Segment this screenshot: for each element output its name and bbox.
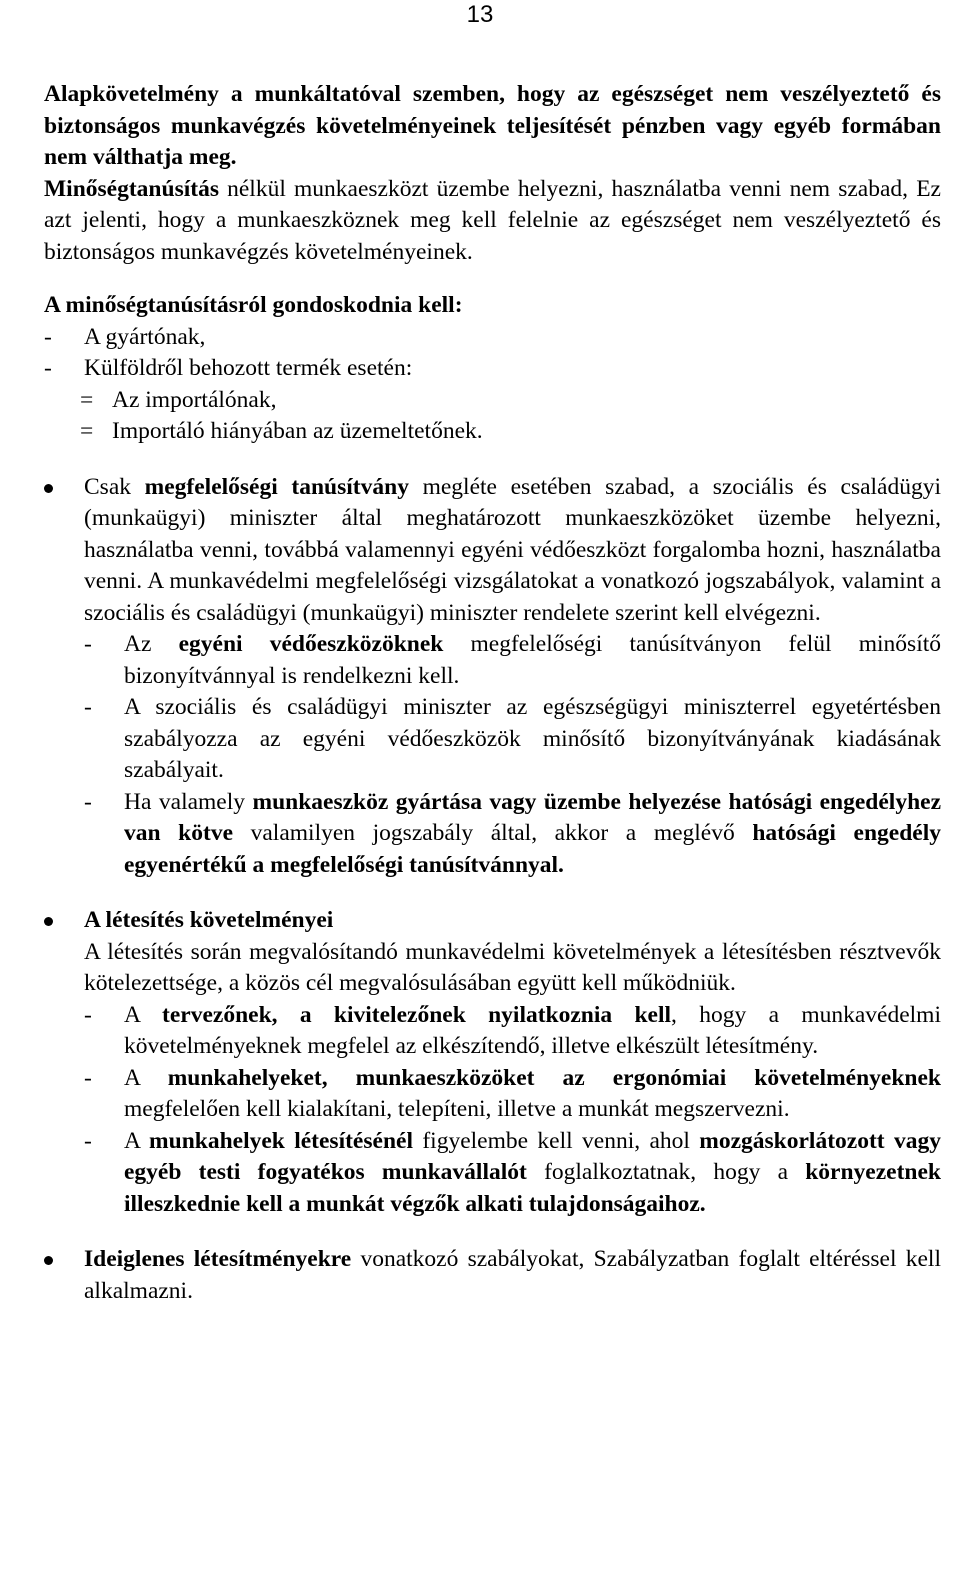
text-run: vonatkozó szabályokat, Szabályzatban foglalt eltéréssel kell alkalmazni. <box>84 1246 941 1304</box>
text-run: megfelelően kell kialakítani, telepíteni, illetve a munkát megszervezni. <box>124 1096 790 1122</box>
conformity-paragraph <box>84 472 941 630</box>
bullet-section-temporary <box>44 1244 941 1307</box>
text-run: , hogy a munkavédelmi követelményeknek megfelel az elkészítendő, illetve elkészült létesítmény. <box>124 1001 941 1059</box>
dash-marker: - <box>44 323 52 350</box>
sub-list-item-text: Importáló hiányában az üzemeltetőnek. <box>112 418 483 444</box>
text-run: Az <box>124 631 179 657</box>
text-run: A <box>124 1064 168 1091</box>
establishment-intro: A létesítés során megvalósítandó munkavédelmi követelmények a létesítésben résztvevők kötelezettsége, a közös cél megvalósulásában együtt kell működniük. <box>84 938 941 996</box>
text-run: megfelelőségi tanúsítványon felül minősítő bizonyítvánnyal is rendelkezni kell. <box>124 631 942 689</box>
text-run: foglalkoztatnak, hogy a <box>526 1159 806 1185</box>
bold-term: Ideiglenes létesítményekre <box>84 1246 352 1272</box>
list-item <box>84 1000 941 1063</box>
list-item-text: Külföldről behozott termék esetén: <box>84 355 413 381</box>
text-run: Ha valamely <box>124 788 253 815</box>
text-run: megléte esetében szabad, a szociális és családügyi (munkaügyi) miniszter által meghatározott munkaeszközöket üzembe helyezni, használatba venni, továbbá valamennyi egyéni védőeszközt forgalomba hozni, használatba venni. A munkavédelmi megfelelőségi vizsgálatokat a vonatkozó jogszabályok, valamint a szociális és családügyi (munkaügyi) miniszter rendelete szerint kell elvégezni. <box>84 473 942 626</box>
bullet-section-establishment <box>44 905 941 1220</box>
text-run: valamilyen jogszabály által, akkor a meglévő <box>233 820 753 846</box>
equals-marker: = <box>80 418 94 444</box>
bold-term: környezetnek illeszkednie kell a munkát végzők alkati tulajdonságaihoz. <box>124 1159 941 1217</box>
sub-list-item <box>44 416 941 448</box>
bold-term: munkaeszköz gyártása vagy üzembe helyezése hatósági engedélyhez van kötve <box>124 788 941 846</box>
sub-list-item <box>44 385 941 417</box>
responsibility-heading: A minőségtanúsításról gondoskodnia kell: <box>44 292 463 318</box>
bold-term: tervezőnek, a kivitelezőnek nyilatkoznia kell <box>162 1001 672 1028</box>
text-run: A <box>124 1001 163 1028</box>
bold-term: munkahelyek létesítésénél <box>149 1127 413 1154</box>
equals-marker: = <box>80 386 94 413</box>
list-item <box>84 1126 941 1221</box>
list-item <box>84 629 941 692</box>
bullet-icon <box>44 905 84 1220</box>
intro-bold-paragraph: Alapkövetelmény a munkáltatóval szemben, hogy az egészséget nem veszélyeztető és biztonságos munkavégzés követelményeinek teljesítését pénzben vagy egyéb formában nem válthatja meg. <box>44 81 941 170</box>
list-item <box>44 322 941 354</box>
text-run: figyelembe kell venni, ahol <box>412 1127 700 1154</box>
dash-marker: - <box>84 788 92 815</box>
bold-term: munkahelyeket, munkaeszközöket az ergonómiai követelményeknek <box>167 1064 941 1091</box>
certification-text: nélkül munkaeszközt üzembe helyezni, használatba venni nem szabad, Ez azt jelenti, hogy a munkaeszköznek meg kell felelnie az egészséget nem veszélyeztető és biztonságos munkavégzés követelményeinek. <box>44 175 941 265</box>
bullet-icon <box>44 1244 84 1307</box>
list-item-text <box>124 1000 941 1063</box>
page-number: 13 <box>466 1 494 28</box>
list-item <box>84 787 941 882</box>
list-item <box>84 1063 941 1126</box>
sub-list-item-text: Az importálónak, <box>112 386 277 413</box>
certification-term: Minőségtanúsítás <box>44 175 219 202</box>
bold-term: mozgáskorlátozott vagy egyéb testi fogyatékos munkavállalót <box>124 1127 941 1185</box>
text-run: Csak <box>84 473 145 500</box>
bold-term: hatósági engedély egyenértékű a megfelelőségi tanúsítvánnyal. <box>124 820 941 878</box>
list-item-text <box>124 787 941 882</box>
list-item-text <box>124 629 941 692</box>
list-item <box>44 353 941 385</box>
dash-marker: - <box>84 631 92 657</box>
list-item-text: A gyártónak, <box>84 323 206 350</box>
document-body <box>44 79 941 1307</box>
bullet-icon <box>44 472 84 882</box>
dash-marker: - <box>44 355 52 381</box>
bold-term: megfelelőségi tanúsítvány <box>144 473 409 500</box>
dash-marker: - <box>84 1001 92 1028</box>
establishment-heading: A létesítés követelményei <box>84 907 334 933</box>
dash-marker: - <box>84 1064 92 1091</box>
temporary-paragraph <box>84 1244 941 1307</box>
list-item-text <box>124 1126 941 1221</box>
list-item <box>84 692 941 787</box>
bold-term: egyéni védőeszközöknek <box>178 631 444 657</box>
list-item-text <box>124 1063 941 1126</box>
intro-certification-paragraph <box>44 174 941 269</box>
text-run: A <box>124 1127 150 1154</box>
dash-marker: - <box>84 1127 92 1154</box>
bullet-section-conformity <box>44 472 941 882</box>
dash-marker: - <box>84 694 92 720</box>
list-item-text: A szociális és családügyi miniszter az egészségügyi miniszterrel egyetértésben szabályozza az egyéni védőeszközök minősítő bizonyítványának kiadásának szabályait. <box>124 694 941 783</box>
